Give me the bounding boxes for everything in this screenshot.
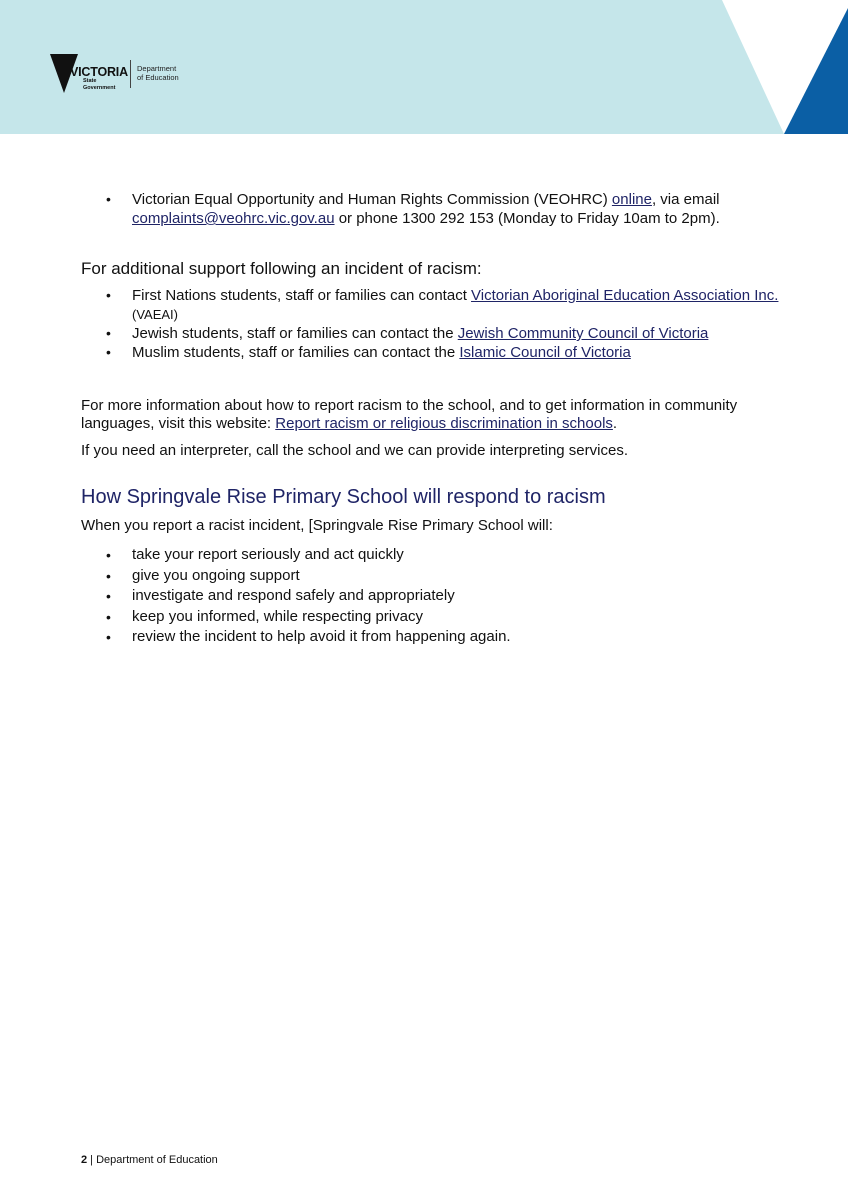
list-item: • keep you informed, while respecting privacy [81,607,781,628]
respond-heading: How Springvale Rise Primary School will respond to racism [81,486,606,508]
online-link[interactable]: online [611,191,652,208]
more-info-text: For more information about how to report racism to the school, and to get information in community languages, visit this website: [81,397,738,432]
list-item: • review the incident to help avoid it from happening again. [81,627,781,648]
more-info-period: . [612,415,618,432]
list-item: • take your report seriously and act quickly [81,545,781,566]
logo-department-line2: of Education [137,73,179,82]
support-heading: For additional support following an incident of racism: [81,259,482,278]
report-racism-link[interactable]: Report racism or religious discrimination in schools [275,415,613,432]
page-number: 2 [81,1154,88,1166]
vaeai-acronym: (VAEAI) [132,307,178,322]
list-item-first-nations [81,286,781,324]
logo-divider [130,60,131,88]
footer-text: Department of Education [96,1154,218,1166]
more-info-paragraph [81,397,781,433]
interpreter-paragraph: If you need an interpreter, call the school and we can provide interpreting services. [81,442,628,459]
respond-list [81,545,781,648]
logo-government-line: Government [83,84,116,91]
vaeai-link[interactable]: Victorian Aboriginal Education Association Inc. [471,287,779,304]
list-item-jewish [81,324,781,343]
icv-link[interactable]: Islamic Council of Victoria [459,344,631,361]
veohrc-text-after: or phone 1300 292 153 (Monday to Friday 10am to 2pm). [334,210,720,227]
respond-intro: When you report a racist incident, [Springvale Rise Primary School will: [81,517,553,534]
list-item: • give you ongoing support [81,566,781,587]
logo-state-government [83,78,115,91]
logo-department-line1: Department [137,64,177,73]
veohrc-list [81,190,781,228]
logo-department [137,64,197,82]
support-list [81,286,781,362]
page-content [81,190,781,648]
list-item: • investigate and respond safely and appropriately [81,586,781,607]
logo-wordmark: VICTORIA [70,65,128,79]
logo-state-line: State [83,78,97,84]
list-item-muslim [81,343,781,362]
support-item-text: Muslim students, staff or families can contact the [132,344,460,361]
support-item-text: Jewish students, staff or families can contact the [132,325,458,342]
list-item-veohrc [81,190,781,228]
page-footer [81,1154,218,1166]
footer-separator: | [87,1154,97,1166]
veohrc-text-before: Victorian Equal Opportunity and Human Rights Commission (VEOHRC) [132,191,612,208]
victoria-government-logo[interactable] [50,52,200,96]
email-link[interactable]: complaints@veohrc.vic.gov.au [132,210,335,227]
support-item-text: First Nations students, staff or families can contact [132,287,472,304]
veohrc-text-mid: , via email [651,191,720,208]
jccv-link[interactable]: Jewish Community Council of Victoria [457,325,709,342]
page-header [0,0,848,134]
